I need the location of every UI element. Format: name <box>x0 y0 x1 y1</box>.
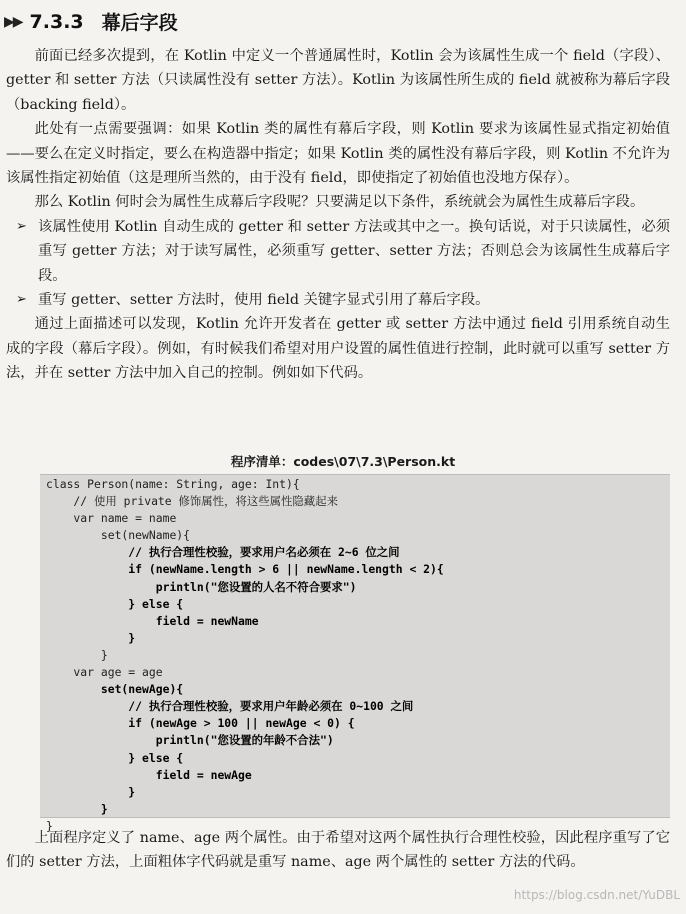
paragraph-1: 前面已经多次提到，在 Kotlin 中定义一个普通属性时，Kotlin 会为该属性生成一个 field（字段）、getter 和 setter 方法（只读属性没有 setter 方法）。Kotlin 为该属性所生成的 field 就被称为幕后字段（backing field）。 <box>6 48 670 113</box>
paragraph-2: 此处有一点需要强调：如果 Kotlin 类的属性有幕后字段，则 Kotlin 要求为该属性显式指定初始值——要么在定义时指定，要么在构造器中指定；如果 Kotlin 类的属性没有幕后字段，则 Kotlin 不允许为该属性指定初始值（这是理所当然的，由于没有 field，即使指定了初始值也没地方保存）。 <box>6 121 670 187</box>
code-line: var age = age <box>46 665 163 680</box>
code-line: } <box>46 630 136 645</box>
code-line: if (newName.length > 6 || newName.length < 2){ <box>46 562 444 577</box>
code-line: } else { <box>46 596 184 611</box>
code-line: // 执行合理性校验，要求用户年龄必须在 0~100 之间 <box>46 699 414 714</box>
code-line: println("您设置的年龄不合法") <box>46 733 334 748</box>
code-line: } else { <box>46 750 184 765</box>
arrow-bullet-icon: ➢ <box>16 292 27 308</box>
code-line: var name = name <box>46 511 177 526</box>
code-line: } <box>46 818 53 833</box>
section-title: 幕后字段 <box>101 12 178 34</box>
code-line: } <box>46 801 108 816</box>
bullet-item-2 <box>6 288 670 312</box>
code-line: } <box>46 784 136 799</box>
code-line: field = newName <box>46 613 259 628</box>
section-number: 7.3.3 <box>29 10 84 33</box>
code-line: field = newAge <box>46 767 252 782</box>
text-block-top <box>6 44 670 386</box>
bullet-item-1 <box>6 215 670 288</box>
code-line: } <box>46 647 108 662</box>
code-listing <box>46 476 444 835</box>
text-block-bottom <box>6 826 670 875</box>
double-chevron-icon: ▶▶ <box>4 13 22 30</box>
code-line: // 执行合理性校验，要求用户名必须在 2~6 位之间 <box>46 545 400 560</box>
paragraph-4: 通过上面描述可以发现，Kotlin 允许开发者在 getter 或 setter 方法中通过 field 引用系统自动生成的字段（幕后字段）。例如，有时候我们希望对用户设置的属性值进行控制，此时就可以重写 setter 方法，并在 setter 方法中加入自己的控制。例如如下代码。 <box>6 316 670 382</box>
watermark: https://blog.csdn.net/YuDBL <box>513 888 680 902</box>
code-line: set(newAge){ <box>46 682 184 697</box>
section-heading <box>4 8 178 35</box>
bullet-2-text: 重写 getter、setter 方法时，使用 field 关键字显式引用了幕后字段。 <box>38 292 490 309</box>
code-line: println("您设置的人名不符合要求") <box>46 579 357 594</box>
listing-caption: 程序清单：codes\07\7.3\Person.kt <box>230 454 456 469</box>
code-line: set(newName){ <box>46 528 191 543</box>
code-line: if (newAge > 100 || newAge < 0) { <box>46 716 355 731</box>
arrow-bullet-icon: ➢ <box>16 218 27 234</box>
code-line: class Person(name: String, age: Int){ <box>46 477 300 491</box>
bullet-1-text: 该属性使用 Kotlin 自动生成的 getter 和 setter 方法或其中之一。换句话说，对于只读属性，必须重写 getter 方法；对于读写属性，必须重写 getter、setter 方法；否则总会为该属性生成幕后字段。 <box>38 218 670 284</box>
code-line: // 使用 private 修饰属性，将这些属性隐藏起来 <box>46 494 338 509</box>
paragraph-3: 那么 Kotlin 何时会为属性生成幕后字段呢？只要满足以下条件，系统就会为属性生成幕后字段。 <box>34 194 645 211</box>
paragraph-5: 上面程序定义了 name、age 两个属性。由于希望对这两个属性执行合理性校验，因此程序重写了它们的 setter 方法，上面粗体字代码就是重写 name、age 两个属性的 setter 方法的代码。 <box>6 830 670 871</box>
